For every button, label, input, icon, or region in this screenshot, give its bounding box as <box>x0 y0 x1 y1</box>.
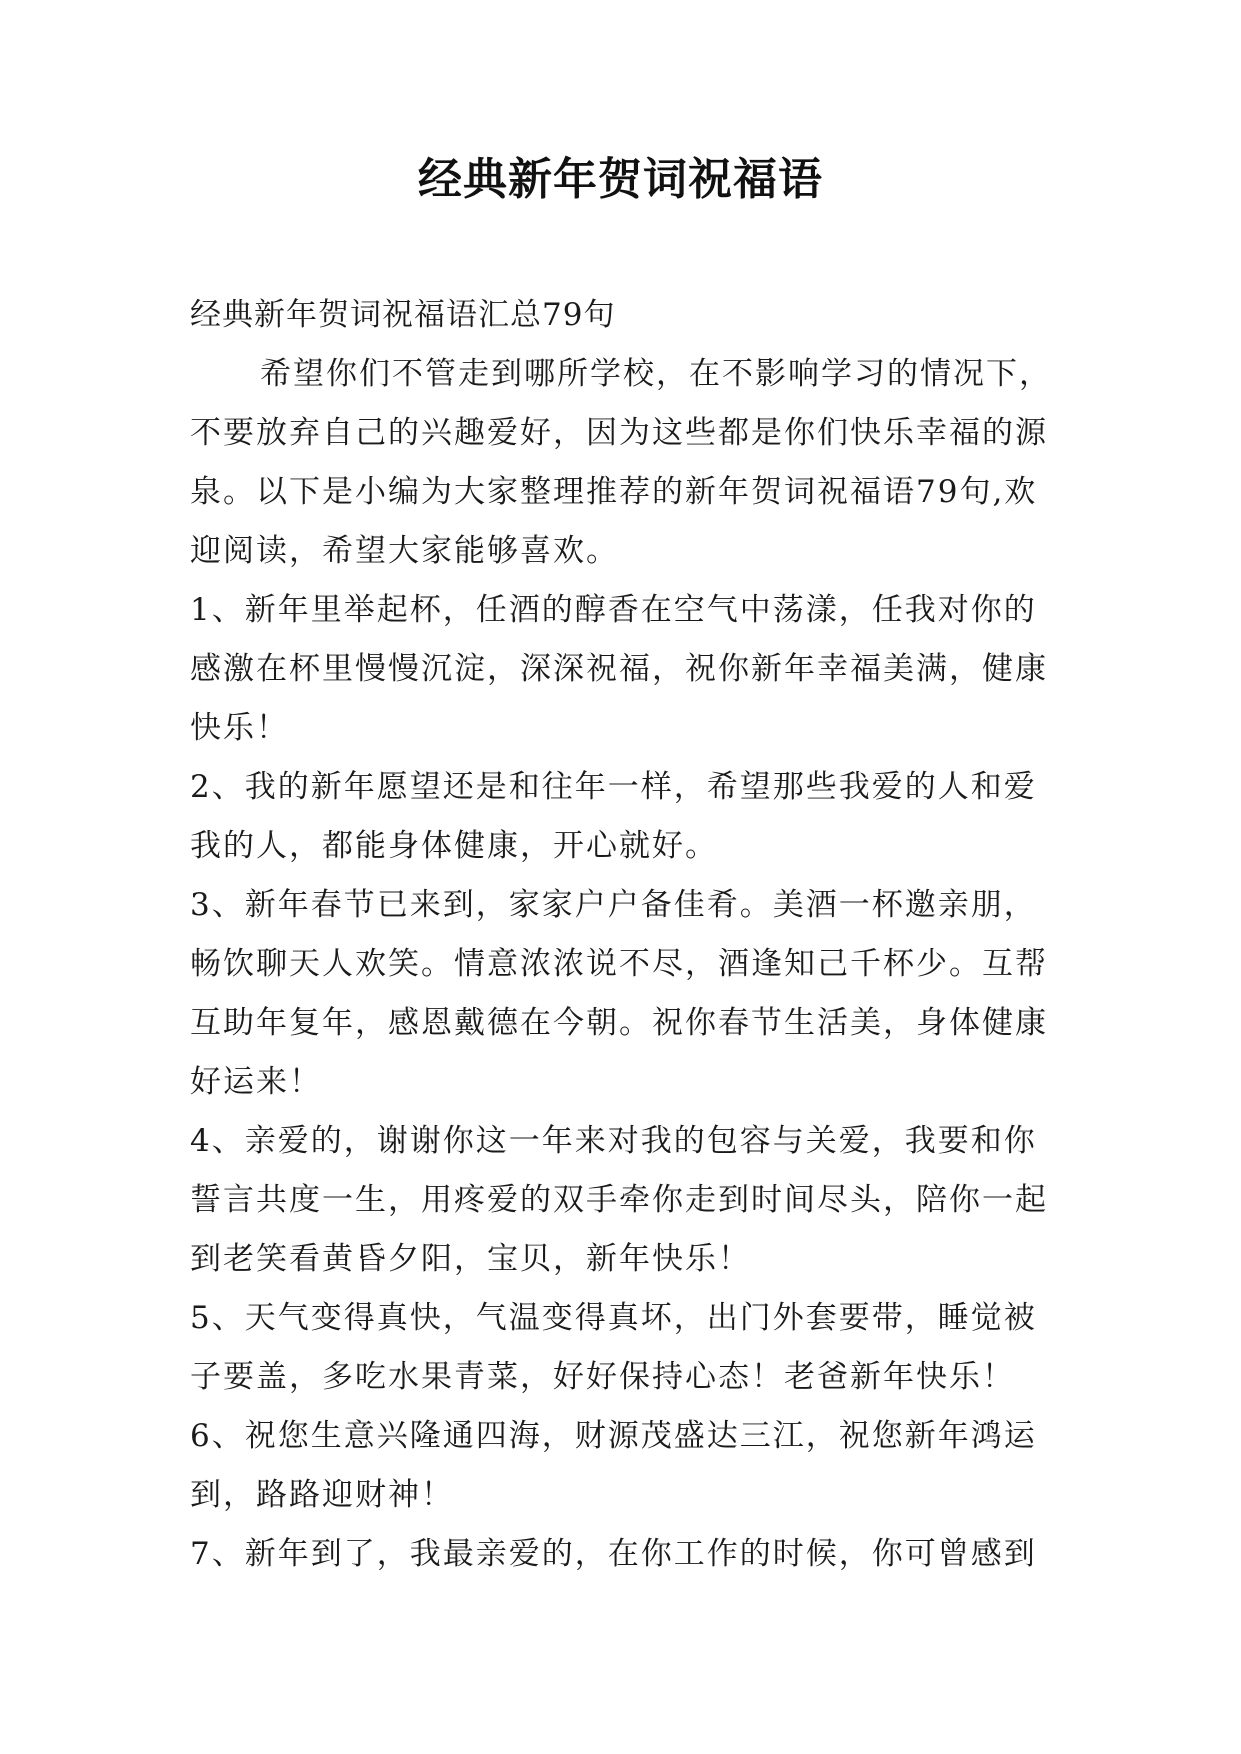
document-body <box>190 286 1070 1584</box>
greeting-line: 到老笑看黄昏夕阳，宝贝，新年快乐！ <box>190 1241 751 1277</box>
greeting-item-7 <box>190 1525 1070 1584</box>
greeting-item-6 <box>190 1407 1070 1525</box>
greeting-line: 2、我的新年愿望还是和往年一样，希望那些我爱的人和爱 <box>190 769 1037 805</box>
greeting-item-2 <box>190 758 1070 876</box>
greeting-line: 3、新年春节已来到，家家户户备佳肴。美酒一杯邀亲朋， <box>190 887 1037 923</box>
intro-line: 不要放弃自己的兴趣爱好，因为这些都是你们快乐幸福的源 <box>190 415 1048 451</box>
greeting-item-1 <box>190 581 1070 758</box>
document-subtitle: 经典新年贺词祝福语汇总79句 <box>190 297 616 333</box>
intro-line: 迎阅读，希望大家能够喜欢。 <box>190 533 619 569</box>
greeting-line: 互助年复年，感恩戴德在今朝。祝你春节生活美，身体健康 <box>190 1005 1048 1041</box>
greeting-line: 到，路路迎财神！ <box>190 1477 454 1513</box>
greeting-line: 好运来！ <box>190 1064 322 1100</box>
greeting-line: 4、亲爱的，谢谢你这一年来对我的包容与关爱，我要和你 <box>190 1123 1037 1159</box>
greeting-line: 5、天气变得真快，气温变得真坏，出门外套要带，睡觉被 <box>190 1300 1037 1336</box>
greeting-item-3 <box>190 876 1070 1112</box>
greeting-line: 6、祝您生意兴隆通四海，财源茂盛达三江，祝您新年鸿运 <box>190 1418 1037 1454</box>
intro-line: 泉。以下是小编为大家整理推荐的新年贺词祝福语79句,欢 <box>190 474 1038 510</box>
greeting-line: 感激在杯里慢慢沉淀，深深祝福，祝你新年幸福美满，健康 <box>190 651 1048 687</box>
greeting-line: 7、新年到了，我最亲爱的，在你工作的时候，你可曾感到 <box>190 1536 1037 1572</box>
greeting-line: 快乐！ <box>190 710 289 746</box>
greeting-line: 子要盖，多吃水果青菜，好好保持心态！老爸新年快乐！ <box>190 1359 1015 1395</box>
intro-paragraph <box>190 345 1070 581</box>
greeting-line: 誓言共度一生，用疼爱的双手牵你走到时间尽头，陪你一起 <box>190 1182 1048 1218</box>
greeting-item-4 <box>190 1112 1070 1289</box>
intro-line: 希望你们不管走到哪所学校，在不影响学习的情况下， <box>260 356 1052 392</box>
greeting-line: 1、新年里举起杯，任酒的醇香在空气中荡漾，任我对你的 <box>190 592 1037 628</box>
document-title: 经典新年贺词祝福语 <box>418 154 823 205</box>
greeting-item-5 <box>190 1289 1070 1407</box>
greeting-line: 畅饮聊天人欢笑。情意浓浓说不尽，酒逢知己千杯少。互帮 <box>190 946 1048 982</box>
greeting-line: 我的人，都能身体健康，开心就好。 <box>190 828 718 864</box>
